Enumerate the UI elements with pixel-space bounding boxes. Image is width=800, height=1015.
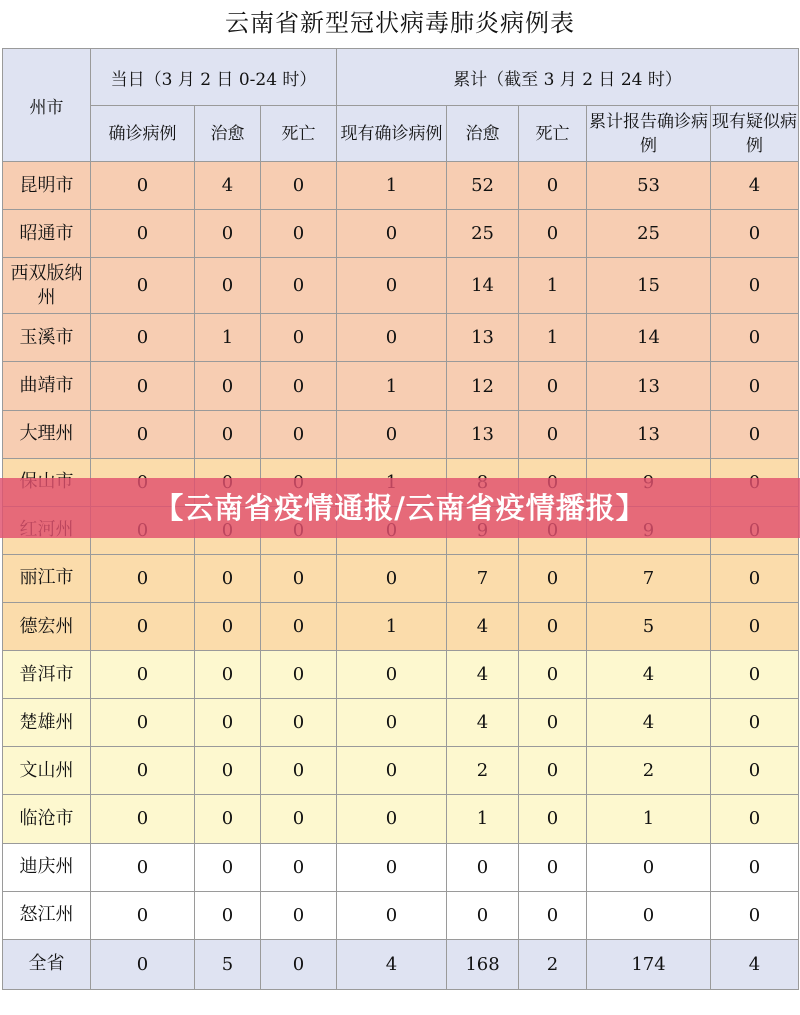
header-current-confirmed: 现有确诊病例 <box>337 106 447 162</box>
city-cell: 临沧市 <box>3 795 91 843</box>
daily-deaths-cell: 0 <box>261 843 337 891</box>
table-row <box>3 843 799 891</box>
header-daily-confirmed: 确诊病例 <box>91 106 195 162</box>
total-reported-cell: 13 <box>587 410 711 458</box>
total-deaths-cell: 0 <box>519 162 587 210</box>
total-cured-cell: 4 <box>447 651 519 699</box>
header-daily-deaths: 死亡 <box>261 106 337 162</box>
city-cell: 文山州 <box>3 747 91 795</box>
total-cured-cell: 168 <box>447 939 519 989</box>
total-deaths-cell: 0 <box>519 891 587 939</box>
daily-deaths-cell: 0 <box>261 258 337 314</box>
total-cured-cell: 2 <box>447 747 519 795</box>
header-total-cured: 治愈 <box>447 106 519 162</box>
total-reported-cell: 14 <box>587 314 711 362</box>
city-cell: 迪庆州 <box>3 843 91 891</box>
table-row <box>3 162 799 210</box>
total-cured-cell: 1 <box>447 795 519 843</box>
daily-confirmed-cell: 0 <box>91 603 195 651</box>
city-cell: 楚雄州 <box>3 699 91 747</box>
current-confirmed-cell: 0 <box>337 795 447 843</box>
daily-cured-cell: 0 <box>195 258 261 314</box>
total-deaths-cell: 0 <box>519 699 587 747</box>
daily-cured-cell: 0 <box>195 651 261 699</box>
total-reported-cell: 1 <box>587 795 711 843</box>
daily-confirmed-cell: 0 <box>91 258 195 314</box>
daily-deaths-cell: 0 <box>261 891 337 939</box>
current-confirmed-cell: 1 <box>337 162 447 210</box>
total-reported-cell: 174 <box>587 939 711 989</box>
table-row <box>3 410 799 458</box>
daily-confirmed-cell: 0 <box>91 210 195 258</box>
header-daily-cured: 治愈 <box>195 106 261 162</box>
table-row <box>3 795 799 843</box>
current-confirmed-cell: 0 <box>337 554 447 602</box>
current-confirmed-cell: 0 <box>337 651 447 699</box>
city-cell: 德宏州 <box>3 603 91 651</box>
current-confirmed-cell: 0 <box>337 210 447 258</box>
current-suspected-cell: 0 <box>711 843 799 891</box>
daily-deaths-cell: 0 <box>261 554 337 602</box>
daily-cured-cell: 1 <box>195 314 261 362</box>
daily-cured-cell: 0 <box>195 795 261 843</box>
total-reported-cell: 13 <box>587 362 711 410</box>
total-reported-cell: 53 <box>587 162 711 210</box>
table-row <box>3 747 799 795</box>
daily-deaths-cell: 0 <box>261 162 337 210</box>
total-deaths-cell: 0 <box>519 554 587 602</box>
total-cured-cell: 52 <box>447 162 519 210</box>
table-row <box>3 603 799 651</box>
total-deaths-cell: 0 <box>519 795 587 843</box>
total-reported-cell: 4 <box>587 651 711 699</box>
current-suspected-cell: 4 <box>711 939 799 989</box>
current-suspected-cell: 0 <box>711 410 799 458</box>
total-deaths-cell: 0 <box>519 747 587 795</box>
current-confirmed-cell: 0 <box>337 891 447 939</box>
total-cured-cell: 4 <box>447 699 519 747</box>
header-cumulative-group: 累计（截至 3 月 2 日 24 时） <box>337 49 799 106</box>
table-row <box>3 210 799 258</box>
current-confirmed-cell: 0 <box>337 314 447 362</box>
city-cell: 大理州 <box>3 410 91 458</box>
daily-confirmed-cell: 0 <box>91 410 195 458</box>
total-cured-cell: 25 <box>447 210 519 258</box>
total-cured-cell: 7 <box>447 554 519 602</box>
total-cured-cell: 0 <box>447 843 519 891</box>
daily-cured-cell: 0 <box>195 843 261 891</box>
current-confirmed-cell: 1 <box>337 362 447 410</box>
daily-confirmed-cell: 0 <box>91 162 195 210</box>
total-reported-cell: 25 <box>587 210 711 258</box>
total-deaths-cell: 0 <box>519 651 587 699</box>
total-cured-cell: 13 <box>447 314 519 362</box>
current-suspected-cell: 0 <box>711 210 799 258</box>
total-cured-cell: 0 <box>447 891 519 939</box>
daily-deaths-cell: 0 <box>261 747 337 795</box>
daily-deaths-cell: 0 <box>261 699 337 747</box>
daily-confirmed-cell: 0 <box>91 891 195 939</box>
daily-cured-cell: 0 <box>195 554 261 602</box>
total-cured-cell: 12 <box>447 362 519 410</box>
total-reported-cell: 0 <box>587 891 711 939</box>
city-cell: 西双版纳州 <box>3 258 91 314</box>
city-cell: 玉溪市 <box>3 314 91 362</box>
current-confirmed-cell: 4 <box>337 939 447 989</box>
city-cell: 普洱市 <box>3 651 91 699</box>
table-row <box>3 891 799 939</box>
total-reported-cell: 2 <box>587 747 711 795</box>
current-suspected-cell: 0 <box>711 795 799 843</box>
table-body <box>3 162 799 990</box>
total-deaths-cell: 0 <box>519 362 587 410</box>
table-row <box>3 699 799 747</box>
daily-deaths-cell: 0 <box>261 603 337 651</box>
city-cell: 丽江市 <box>3 554 91 602</box>
daily-confirmed-cell: 0 <box>91 554 195 602</box>
total-reported-cell: 5 <box>587 603 711 651</box>
table-row <box>3 651 799 699</box>
current-confirmed-cell: 0 <box>337 258 447 314</box>
daily-confirmed-cell: 0 <box>91 362 195 410</box>
daily-confirmed-cell: 0 <box>91 651 195 699</box>
total-cured-cell: 14 <box>447 258 519 314</box>
daily-confirmed-cell: 0 <box>91 747 195 795</box>
daily-confirmed-cell: 0 <box>91 843 195 891</box>
total-deaths-cell: 0 <box>519 843 587 891</box>
header-total-deaths: 死亡 <box>519 106 587 162</box>
daily-confirmed-cell: 0 <box>91 314 195 362</box>
current-suspected-cell: 0 <box>711 891 799 939</box>
current-suspected-cell: 0 <box>711 554 799 602</box>
total-reported-cell: 0 <box>587 843 711 891</box>
banner: 【云南省疫情通报/云南省疫情播报】 <box>0 478 800 538</box>
total-deaths-cell: 2 <box>519 939 587 989</box>
daily-deaths-cell: 0 <box>261 795 337 843</box>
city-cell: 怒江州 <box>3 891 91 939</box>
city-cell: 昆明市 <box>3 162 91 210</box>
city-cell: 曲靖市 <box>3 362 91 410</box>
daily-deaths-cell: 0 <box>261 939 337 989</box>
daily-confirmed-cell: 0 <box>91 939 195 989</box>
city-cell: 全省 <box>3 939 91 989</box>
current-suspected-cell: 0 <box>711 651 799 699</box>
daily-confirmed-cell: 0 <box>91 699 195 747</box>
page-title: 云南省新型冠状病毒肺炎病例表 <box>225 9 575 37</box>
total-reported-cell: 4 <box>587 699 711 747</box>
total-reported-cell: 15 <box>587 258 711 314</box>
total-deaths-cell: 0 <box>519 410 587 458</box>
daily-deaths-cell: 0 <box>261 314 337 362</box>
current-suspected-cell: 4 <box>711 162 799 210</box>
current-suspected-cell: 0 <box>711 314 799 362</box>
daily-cured-cell: 0 <box>195 747 261 795</box>
daily-confirmed-cell: 0 <box>91 795 195 843</box>
current-suspected-cell: 0 <box>711 362 799 410</box>
city-cell: 昭通市 <box>3 210 91 258</box>
current-confirmed-cell: 0 <box>337 410 447 458</box>
table-row <box>3 314 799 362</box>
daily-deaths-cell: 0 <box>261 651 337 699</box>
header-total-reported: 累计报告确诊病例 <box>587 106 711 162</box>
total-deaths-cell: 1 <box>519 258 587 314</box>
header-city: 州市 <box>3 49 91 162</box>
table-row <box>3 258 799 314</box>
daily-cured-cell: 0 <box>195 699 261 747</box>
daily-deaths-cell: 0 <box>261 210 337 258</box>
table-row <box>3 554 799 602</box>
total-deaths-cell: 1 <box>519 314 587 362</box>
current-suspected-cell: 0 <box>711 699 799 747</box>
total-cured-cell: 4 <box>447 603 519 651</box>
daily-cured-cell: 0 <box>195 603 261 651</box>
daily-cured-cell: 0 <box>195 362 261 410</box>
daily-cured-cell: 0 <box>195 891 261 939</box>
total-row <box>3 939 799 989</box>
current-confirmed-cell: 0 <box>337 699 447 747</box>
current-suspected-cell: 0 <box>711 747 799 795</box>
daily-cured-cell: 0 <box>195 410 261 458</box>
daily-cured-cell: 5 <box>195 939 261 989</box>
total-deaths-cell: 0 <box>519 603 587 651</box>
total-deaths-cell: 0 <box>519 210 587 258</box>
daily-deaths-cell: 0 <box>261 362 337 410</box>
table-row <box>3 362 799 410</box>
current-confirmed-cell: 0 <box>337 747 447 795</box>
total-reported-cell: 7 <box>587 554 711 602</box>
daily-deaths-cell: 0 <box>261 410 337 458</box>
header-current-suspected: 现有疑似病例 <box>711 106 799 162</box>
total-cured-cell: 13 <box>447 410 519 458</box>
current-confirmed-cell: 0 <box>337 843 447 891</box>
header-daily-group: 当日（3 月 2 日 0-24 时） <box>91 49 337 106</box>
current-suspected-cell: 0 <box>711 258 799 314</box>
current-suspected-cell: 0 <box>711 603 799 651</box>
daily-cured-cell: 0 <box>195 210 261 258</box>
current-confirmed-cell: 1 <box>337 603 447 651</box>
daily-cured-cell: 4 <box>195 162 261 210</box>
